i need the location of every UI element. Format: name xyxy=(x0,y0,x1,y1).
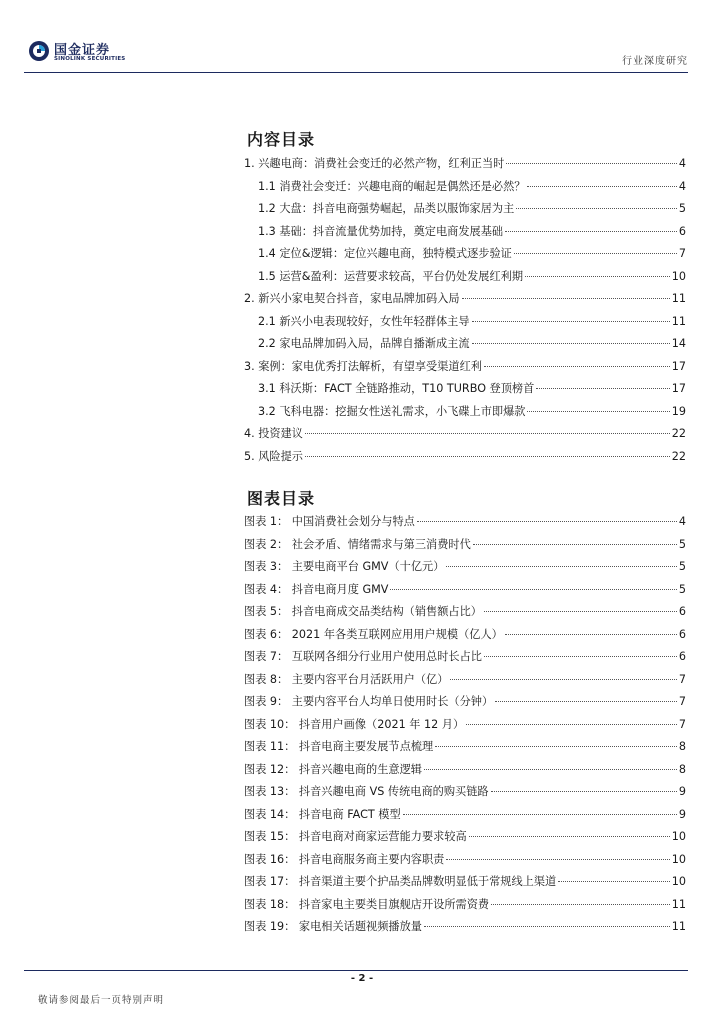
toc-entry-page: 5 xyxy=(678,202,686,215)
figure-entry-label: 图表 16： 抖音电商服务商主要内容职责 xyxy=(244,852,445,866)
dot-leader xyxy=(558,881,670,882)
toc-entry[interactable] xyxy=(244,290,686,313)
figure-entry-label: 图表 19： 家电相关话题视频播放量 xyxy=(244,920,422,933)
figure-entry[interactable] xyxy=(244,738,686,761)
figure-entry-page: 10 xyxy=(671,852,686,866)
dot-leader xyxy=(446,566,676,567)
dot-leader xyxy=(516,208,677,209)
dot-leader xyxy=(506,163,677,164)
dot-leader xyxy=(472,343,670,344)
dot-leader xyxy=(417,521,677,522)
toc-entry[interactable] xyxy=(244,358,686,381)
document-type: 行业深度研究 xyxy=(622,56,688,67)
dot-leader xyxy=(527,411,669,412)
figure-list xyxy=(244,513,686,941)
figure-entry[interactable] xyxy=(244,558,686,581)
toc-entry-label: 1. 兴趣电商：消费社会变迁的必然产物，红利正当时 xyxy=(244,157,505,170)
figure-entry-label: 图表 15： 抖音电商对商家运营能力要求较高 xyxy=(244,830,467,843)
dot-leader xyxy=(469,836,670,837)
dot-leader xyxy=(446,859,669,860)
logo-english-name: SINOLINK SECURITIES xyxy=(54,56,126,62)
footer-divider xyxy=(24,970,688,971)
figure-entry[interactable] xyxy=(244,716,686,739)
disclaimer: 敬请参阅最后一页特别声明 xyxy=(38,995,165,1006)
logo-mark-icon xyxy=(28,40,50,62)
toc-entry[interactable] xyxy=(244,245,686,268)
figure-entry[interactable] xyxy=(244,783,686,806)
dot-leader xyxy=(435,746,677,747)
figure-entry[interactable] xyxy=(244,693,686,716)
figure-entry-page: 10 xyxy=(671,875,686,888)
dot-leader xyxy=(536,388,669,389)
toc-entry-label: 1.3 基础：抖音流量优势加持，奠定电商发展基础 xyxy=(258,224,504,238)
figure-entry-page: 6 xyxy=(678,627,686,641)
figure-entry-label: 图表 3： 主要电商平台 GMV（十亿元） xyxy=(244,560,445,573)
figure-entry[interactable] xyxy=(244,851,686,874)
figure-entry-page: 5 xyxy=(678,560,686,573)
figure-entry[interactable] xyxy=(244,536,686,559)
dot-leader xyxy=(491,904,670,905)
toc-entry[interactable] xyxy=(244,200,686,223)
toc-entry-label: 5. 风险提示 xyxy=(244,449,303,463)
dot-leader xyxy=(527,186,676,187)
figure-entry[interactable] xyxy=(244,513,686,536)
dot-leader xyxy=(305,433,670,434)
figure-entry-page: 9 xyxy=(678,807,686,821)
dot-leader xyxy=(484,366,670,367)
figure-entry-page: 5 xyxy=(678,537,686,551)
toc-entry-label: 2.1 新兴小电表现较好，女性年轻群体主导 xyxy=(258,314,470,328)
dot-leader xyxy=(484,656,677,657)
toc-entry[interactable] xyxy=(244,223,686,246)
toc-entry-label: 1.2 大盘：抖音电商强势崛起，品类以服饰家居为主 xyxy=(258,202,515,215)
toc-entry-page: 6 xyxy=(678,224,686,238)
figure-entry-page: 7 xyxy=(678,672,686,686)
figure-entry-page: 7 xyxy=(678,695,686,708)
toc-entry-label: 3. 案例：家电优秀打法解析，有望享受渠道红利 xyxy=(244,359,482,373)
toc-entry-label: 1.5 运营&盈利：运营要求较高，平台仍处发展红利期 xyxy=(258,269,524,283)
dot-leader xyxy=(466,724,677,725)
toc-entry[interactable] xyxy=(244,380,686,403)
figure-entry-label: 图表 13： 抖音兴趣电商 VS 传统电商的购买链路 xyxy=(244,785,489,798)
dot-leader xyxy=(450,679,676,680)
toc-entry-label: 3.1 科沃斯：FACT 全链路推动，T10 TURBO 登顶榜首 xyxy=(258,382,535,395)
toc-entry-page: 11 xyxy=(671,314,686,328)
figure-entry-label: 图表 8： 主要内容平台月活跃用户（亿） xyxy=(244,672,449,686)
figure-entry-page: 11 xyxy=(671,897,686,911)
toc-entry-label: 2. 新兴小家电契合抖音，家电品牌加码入局 xyxy=(244,292,460,305)
toc-entry[interactable] xyxy=(244,335,686,358)
dot-leader xyxy=(403,814,677,815)
figure-entry[interactable] xyxy=(244,873,686,896)
toc-entry-label: 4. 投资建议 xyxy=(244,427,303,440)
dot-leader xyxy=(491,791,677,792)
toc-entry-page: 4 xyxy=(678,157,686,170)
figure-entry[interactable] xyxy=(244,603,686,626)
figure-entry[interactable] xyxy=(244,761,686,784)
page-header xyxy=(24,38,688,72)
dot-leader xyxy=(484,611,677,612)
figure-entry-label: 图表 14： 抖音电商 FACT 模型 xyxy=(244,807,401,821)
toc-entry-page: 14 xyxy=(671,337,686,350)
figure-entry-page: 8 xyxy=(678,762,686,776)
figure-entry-label: 图表 9： 主要内容平台人均单日使用时长（分钟） xyxy=(244,695,494,708)
dot-leader xyxy=(390,589,676,590)
logo-chinese-name: 国金证券 xyxy=(54,43,111,58)
page-number: - 2 - xyxy=(350,973,374,984)
toc-entry[interactable] xyxy=(244,155,686,178)
toc-list xyxy=(244,155,686,470)
dot-leader xyxy=(505,231,677,232)
toc-entry-page: 17 xyxy=(671,382,686,395)
figure-entry[interactable] xyxy=(244,918,686,941)
dot-leader xyxy=(472,321,670,322)
figure-entry-label: 图表 7： 互联网各细分行业用户使用总时长占比 xyxy=(244,650,482,663)
toc-entry-page: 17 xyxy=(671,359,686,373)
figure-entry-label: 图表 1： 中国消费社会划分与特点 xyxy=(244,515,415,528)
figure-entry-label: 图表 2： 社会矛盾、情绪需求与第三消费时代 xyxy=(244,537,471,551)
toc-entry[interactable] xyxy=(244,403,686,426)
dot-leader xyxy=(462,298,670,299)
toc-entry-label: 1.4 定位&逻辑：定位兴趣电商，独特模式逐步验证 xyxy=(258,247,512,260)
figure-entry-page: 5 xyxy=(678,582,686,596)
company-logo xyxy=(24,38,134,68)
figure-entry-label: 图表 10： 抖音用户画像（2021 年 12 月） xyxy=(244,717,465,731)
figure-entry-page: 10 xyxy=(671,830,686,843)
figure-entry-label: 图表 17： 抖音渠道主要个护品类品牌数明显低于常规线上渠道 xyxy=(244,875,557,888)
dot-leader xyxy=(495,701,677,702)
figure-entry-label: 图表 4： 抖音电商月度 GMV xyxy=(244,582,389,596)
toc-entry[interactable] xyxy=(244,425,686,448)
dot-leader xyxy=(473,544,677,545)
dot-leader xyxy=(424,769,677,770)
figure-entry[interactable] xyxy=(244,626,686,649)
figure-entry[interactable] xyxy=(244,896,686,919)
figure-entry-page: 11 xyxy=(671,920,686,933)
dot-leader xyxy=(505,634,677,635)
figure-entry-label: 图表 12： 抖音兴趣电商的生意逻辑 xyxy=(244,762,422,776)
dot-leader xyxy=(514,253,677,254)
dot-leader xyxy=(424,926,670,927)
toc-entry-label: 2.2 家电品牌加码入局，品牌自播渐成主流 xyxy=(258,337,470,350)
toc-entry-page: 19 xyxy=(671,404,686,418)
figure-entry-label: 图表 18： 抖音家电主要类目旗舰店开设所需资费 xyxy=(244,897,490,911)
toc-entry[interactable] xyxy=(244,313,686,336)
toc-entry-page: 22 xyxy=(671,427,686,440)
figure-entry-page: 7 xyxy=(678,717,686,731)
figure-entry-page: 4 xyxy=(678,515,686,528)
toc-entry-label: 1.1 消费社会变迁：兴趣电商的崛起是偶然还是必然？ xyxy=(258,179,526,193)
toc-entry-page: 7 xyxy=(678,247,686,260)
figure-entry-page: 9 xyxy=(678,785,686,798)
figure-entry[interactable] xyxy=(244,581,686,604)
toc-entry-page: 22 xyxy=(671,449,686,463)
figure-entry-label: 图表 6： 2021 年各类互联网应用用户规模（亿人） xyxy=(244,627,503,641)
figure-entry[interactable] xyxy=(244,648,686,671)
toc-entry-page: 10 xyxy=(671,269,686,283)
toc-entry-page: 4 xyxy=(678,179,686,193)
figure-entry[interactable] xyxy=(244,671,686,694)
figure-entry-page: 8 xyxy=(678,740,686,753)
toc-entry-page: 11 xyxy=(671,292,686,305)
figure-entry[interactable] xyxy=(244,806,686,829)
toc-entry[interactable] xyxy=(244,268,686,291)
dot-leader xyxy=(305,456,670,457)
header-divider xyxy=(24,72,688,73)
dot-leader xyxy=(525,276,670,277)
toc-entry[interactable] xyxy=(244,448,686,471)
toc-entry-label: 3.2 飞科电器：挖掘女性送礼需求，小飞碟上市即爆款 xyxy=(258,404,526,418)
toc-title: 内容目录 xyxy=(247,130,316,149)
figure-entry-page: 6 xyxy=(678,605,686,618)
toc-entry[interactable] xyxy=(244,178,686,201)
figure-entry-label: 图表 11： 抖音电商主要发展节点梳理 xyxy=(244,740,434,753)
figure-entry-label: 图表 5： 抖音电商成交品类结构（销售额占比） xyxy=(244,605,482,618)
figure-entry[interactable] xyxy=(244,828,686,851)
figure-entry-page: 6 xyxy=(678,650,686,663)
figure-list-title: 图表目录 xyxy=(247,489,316,508)
